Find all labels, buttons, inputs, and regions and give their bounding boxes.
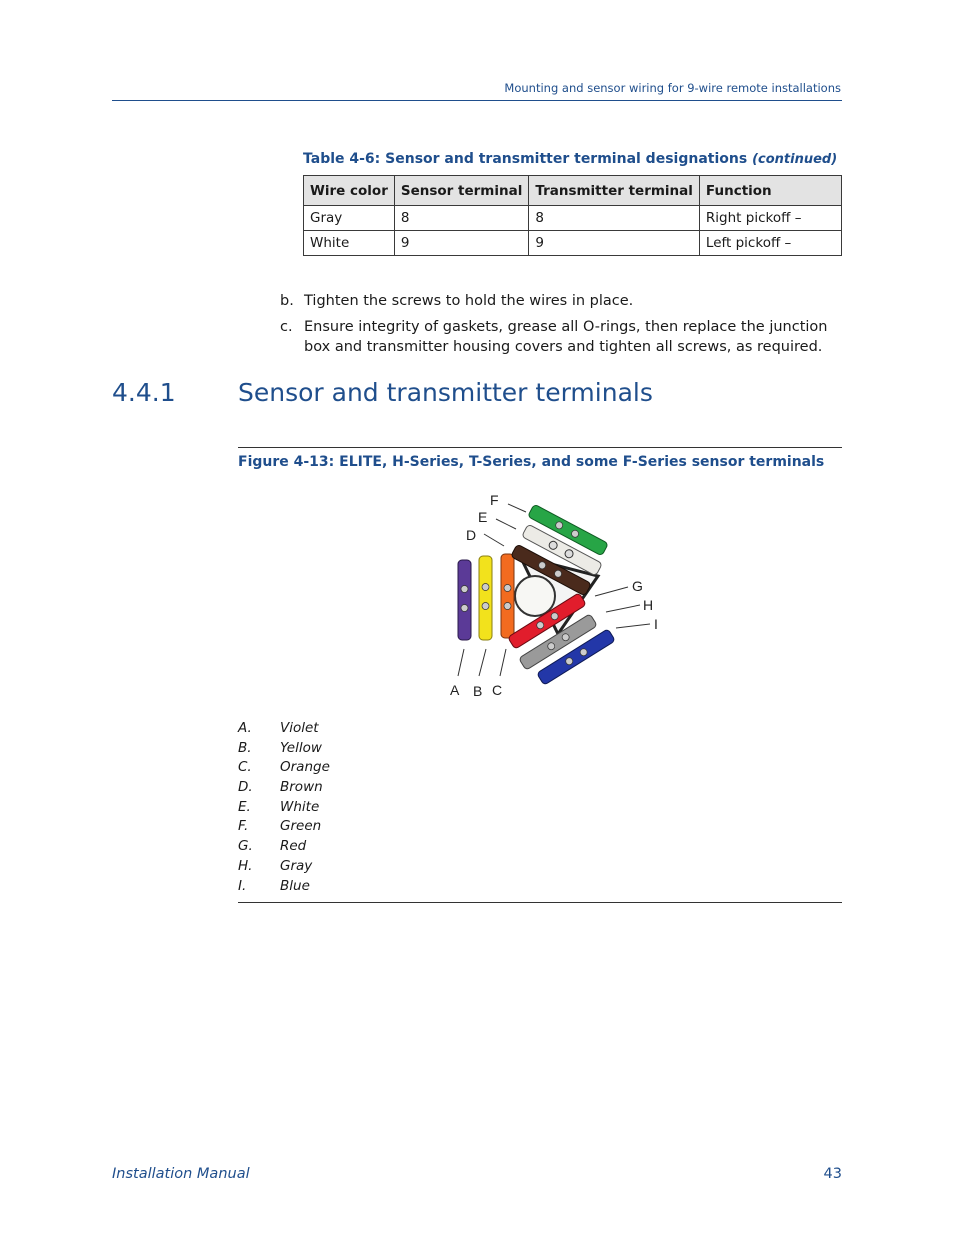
legend-name: Brown bbox=[280, 779, 323, 796]
table-cell: Gray bbox=[304, 206, 395, 231]
header-rule bbox=[112, 100, 842, 101]
table-cell: 9 bbox=[394, 231, 528, 256]
figure-rule-bottom bbox=[238, 902, 842, 903]
legend-letter: E. bbox=[238, 798, 251, 815]
table-header-row bbox=[304, 176, 842, 206]
legend-name: Red bbox=[280, 838, 307, 855]
legend-letter: A. bbox=[238, 720, 252, 736]
table-cell: 9 bbox=[529, 231, 700, 256]
legend-letter: B. bbox=[238, 739, 252, 756]
callout-label: F bbox=[490, 492, 499, 508]
legend-name: Orange bbox=[280, 759, 330, 776]
legend-name: White bbox=[280, 798, 320, 815]
step-label: c. bbox=[280, 319, 293, 335]
table-cell: 8 bbox=[529, 206, 700, 231]
table-row bbox=[304, 231, 842, 256]
table-cell: 8 bbox=[394, 206, 528, 231]
figure-caption: Figure 4-13: ELITE, H-Series, T-Series, and some F-Series sensor terminals bbox=[238, 454, 825, 470]
terminal-block-figure bbox=[440, 484, 680, 704]
terminal-yellow bbox=[479, 556, 492, 640]
legend-letter: H. bbox=[238, 857, 253, 874]
table-caption-continued: (continued) bbox=[752, 152, 838, 167]
footer-doc-title: Installation Manual bbox=[112, 1166, 250, 1182]
section-number: 4.4.1 bbox=[112, 378, 176, 407]
terminal-orange bbox=[501, 554, 514, 638]
callout-label: B bbox=[473, 683, 483, 699]
legend-letter: D. bbox=[238, 779, 253, 796]
legend-letter: G. bbox=[238, 838, 253, 855]
legend-name: Gray bbox=[280, 857, 313, 874]
terminal-violet bbox=[458, 560, 471, 640]
table-caption bbox=[303, 151, 837, 167]
callout-label: E bbox=[478, 509, 488, 525]
center-post bbox=[515, 576, 555, 616]
legend-name: Blue bbox=[280, 877, 310, 894]
page-number: 43 bbox=[823, 1166, 842, 1182]
table-cell: Right pickoff – bbox=[699, 206, 841, 231]
section-title: Sensor and transmitter terminals bbox=[238, 378, 653, 407]
table-cell: White bbox=[304, 231, 395, 256]
running-header: Mounting and sensor wiring for 9-wire remote installations bbox=[504, 81, 841, 95]
step-label: b. bbox=[280, 293, 294, 309]
terminal-block-illustration bbox=[440, 484, 680, 704]
callout-label: H bbox=[643, 597, 654, 613]
table-row bbox=[304, 206, 842, 231]
legend-letter: I. bbox=[238, 877, 247, 894]
callout-label: A bbox=[450, 682, 460, 698]
legend-name: Green bbox=[280, 818, 322, 835]
column-header: Wire color bbox=[304, 176, 395, 206]
figure-rule-top bbox=[238, 447, 842, 448]
column-header: Transmitter terminal bbox=[529, 176, 700, 206]
step-text: Ensure integrity of gaskets, grease all O-rings, then replace the junction box and transmitter housing covers and tighten all screws, as required. bbox=[304, 319, 828, 355]
step-text: Tighten the screws to hold the wires in place. bbox=[304, 293, 634, 309]
legend-letter: F. bbox=[238, 818, 249, 835]
column-header: Sensor terminal bbox=[394, 176, 528, 206]
legend-name: Violet bbox=[280, 720, 319, 736]
table-cell: Left pickoff – bbox=[699, 231, 841, 256]
callout-label: I bbox=[654, 616, 658, 632]
legend-name: Yellow bbox=[280, 739, 322, 756]
column-header: Function bbox=[699, 176, 841, 206]
callout-label: C bbox=[492, 682, 503, 698]
table-caption-text: Table 4-6: Sensor and transmitter terminal designations bbox=[303, 151, 748, 167]
callout-label: D bbox=[466, 527, 477, 543]
callout-label: G bbox=[632, 578, 643, 594]
terminal-table bbox=[303, 175, 842, 256]
legend-letter: C. bbox=[238, 759, 252, 776]
